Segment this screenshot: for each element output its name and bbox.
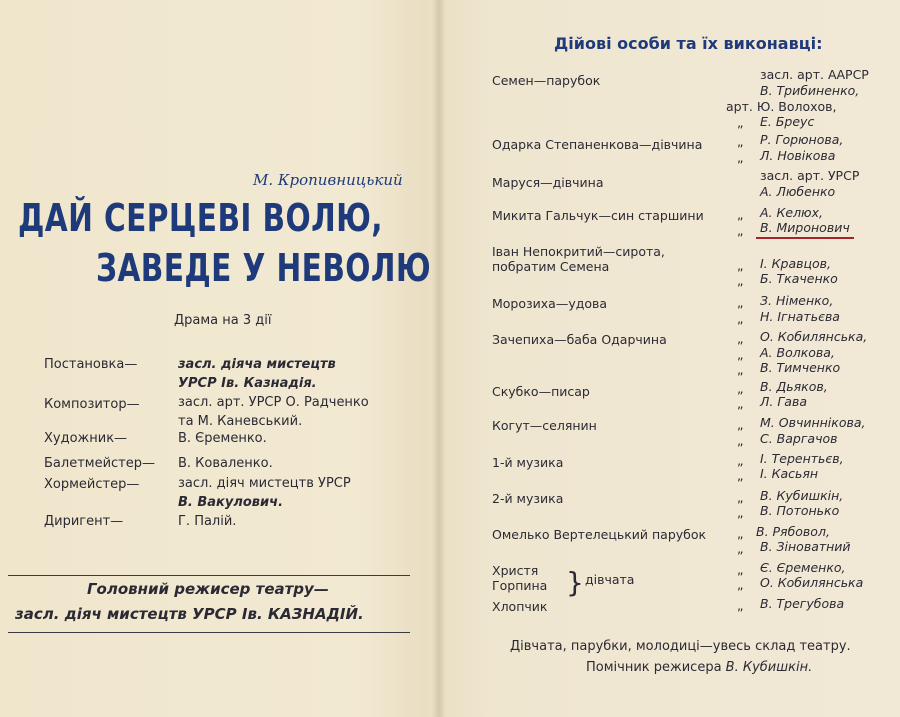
crew-role-ballet: Балетмейстер— <box>44 456 155 471</box>
cast-actor-musician2-1: В. Кубишкін, <box>760 488 844 503</box>
cast-actor-marusia-2: А. Любенко <box>760 184 836 199</box>
divider-top <box>8 575 410 576</box>
cast-role-mykyta: Микита Гальчук—син старшини <box>492 208 704 223</box>
cast-role-musician1: 1-й музика <box>492 455 564 470</box>
crew-value-conductor: Г. Палій. <box>178 514 237 529</box>
ditto-mark: „ <box>737 396 744 411</box>
cast-role-ivan: Іван Непокритий—сирота, <box>492 244 665 259</box>
cast-actor-morozykha-2: Н. Ігнатьєва <box>760 309 840 324</box>
cast-role-group: дівчата <box>585 572 635 587</box>
cast-role-khrystia: Христя <box>492 563 539 578</box>
ditto-mark: „ <box>737 417 744 432</box>
cast-actor-musician1-2: І. Касьян <box>760 466 819 481</box>
ditto-mark: „ <box>737 311 744 326</box>
cast-actor-morozykha-1: З. Німенко, <box>760 293 834 308</box>
crew-value-composer: засл. арт. УРСР О. Радченко та М. Каневський. <box>178 395 369 429</box>
cast-actor-omelko-2: В. Зіноватний <box>760 539 851 554</box>
cast-role-odarka: Одарка Степаненкова—дівчина <box>492 137 703 152</box>
cast-actor-skubko-1: В. Дьяков, <box>760 379 828 394</box>
ditto-mark: „ <box>737 207 744 222</box>
brace-symbol: } <box>566 566 584 599</box>
cast-role-omelko: Омелько Вертелецький парубок <box>492 527 707 542</box>
cast-actor-omelko-1: В. Рябовол, <box>756 524 830 539</box>
ditto-mark: „ <box>737 577 744 592</box>
author-name: М. Кропивницький <box>253 171 403 189</box>
cast-actor-musician1-1: І. Терентьєв, <box>760 451 844 466</box>
footer-assistant: Помічник режисера В. Кубишкін. <box>586 660 813 675</box>
ditto-mark: „ <box>737 468 744 483</box>
crew-value-artist: В. Єременко. <box>178 431 267 446</box>
ditto-mark: „ <box>737 541 744 556</box>
cast-actor-boy-1: В. Трегубова <box>760 596 845 611</box>
cast-role-horpyna: Горпина <box>492 578 548 593</box>
divider-bottom <box>8 632 410 633</box>
crew-role-composer: Композитор— <box>44 397 140 412</box>
director-title: Головний режисер театру— <box>87 580 329 598</box>
ditto-mark: „ <box>737 453 744 468</box>
ditto-mark: „ <box>737 505 744 520</box>
crew-role-artist: Художник— <box>44 431 128 446</box>
cast-role-boy: Хлопчик <box>492 599 548 614</box>
cast-actor-semen-4: Е. Бреус <box>760 114 815 129</box>
ditto-mark: „ <box>737 223 744 238</box>
play-genre: Драма на 3 дії <box>174 313 272 328</box>
cast-actor-ivan-2: Б. Ткаченко <box>760 271 838 286</box>
cast-actor-zachepykha-3: В. Тимченко <box>760 360 841 375</box>
cast-actor-odarka-2: Л. Новікова <box>760 148 836 163</box>
cast-heading: Дійові особи та їх виконавці: <box>554 34 823 53</box>
page-fold <box>432 0 446 717</box>
crew-value-ballet: В. Коваленко. <box>178 456 273 471</box>
ditto-mark: „ <box>737 273 744 288</box>
ditto-mark: „ <box>737 295 744 310</box>
ditto-mark: „ <box>737 562 744 577</box>
cast-role-marusia: Маруся—дівчина <box>492 175 604 190</box>
cast-role-zachepykha: Зачепиха—баба Одарчина <box>492 332 667 347</box>
cast-actor-mykyta-1: А. Келюх, <box>760 205 823 220</box>
ditto-mark: „ <box>737 258 744 273</box>
cast-actor-ivan-1: І. Кравцов, <box>760 256 831 271</box>
ditto-mark: „ <box>737 490 744 505</box>
crew-value-staging: засл. діяча мистецтв УРСР Ів. Казнадія. <box>178 357 336 391</box>
crew-value-choir: засл. діяч мистецтв УРСР В. Вакулович. <box>178 476 351 510</box>
cast-actor-semen-1: засл. арт. ААРСР <box>760 67 869 82</box>
cast-role-ivan-2: побратим Семена <box>492 259 610 274</box>
cast-role-kohut: Когут—селянин <box>492 418 597 433</box>
cast-actor-zachepykha-2: А. Волкова, <box>760 345 835 360</box>
cast-actor-mykyta-2: В. Миронович <box>756 220 854 239</box>
ditto-mark: „ <box>737 381 744 396</box>
director-name: засл. діяч мистецтв УРСР Ів. КАЗНАДІЙ. <box>15 605 364 623</box>
cast-actor-marusia-1: засл. арт. УРСР <box>760 168 860 183</box>
cast-role-morozykha: Морозиха—удова <box>492 296 608 311</box>
cast-actor-khrystia-2: О. Кобилянська <box>760 575 864 590</box>
cast-actor-skubko-2: Л. Гава <box>760 394 807 409</box>
cast-actor-khrystia-1: Є. Єременко, <box>760 560 846 575</box>
ditto-mark: „ <box>737 331 744 346</box>
cast-actor-semen-3: арт. Ю. Волохов, <box>726 99 837 114</box>
cast-actor-semen-2: В. Трибиненко, <box>760 83 860 98</box>
play-title-line1: ДАЙ СЕРЦЕВІ ВОЛЮ, <box>18 196 383 240</box>
ditto-mark: „ <box>737 115 744 130</box>
cast-actor-musician2-2: В. Потонько <box>760 503 840 518</box>
cast-actor-kohut-1: М. Овчиннікова, <box>760 415 866 430</box>
ditto-mark: „ <box>737 347 744 362</box>
crew-role-conductor: Диригент— <box>44 514 124 529</box>
cast-role-semen: Семен—парубок <box>492 73 601 88</box>
ditto-mark: „ <box>737 433 744 448</box>
footer-ensemble: Дівчата, парубки, молодиці—увесь склад театру. <box>510 639 851 654</box>
play-title-line2: ЗАВЕДЕ У НЕВОЛЮ <box>96 246 432 290</box>
cast-actor-zachepykha-1: О. Кобилянська, <box>760 329 868 344</box>
ditto-mark: „ <box>737 150 744 165</box>
cast-role-musician2: 2-й музика <box>492 491 564 506</box>
ditto-mark: „ <box>737 134 744 149</box>
cast-actor-odarka-1: Р. Горюнова, <box>760 132 844 147</box>
ditto-mark: „ <box>737 526 744 541</box>
cast-actor-kohut-2: С. Варгачов <box>760 431 838 446</box>
ditto-mark: „ <box>737 598 744 613</box>
crew-role-staging: Постановка— <box>44 357 138 372</box>
cast-role-skubko: Скубко—писар <box>492 384 590 399</box>
crew-role-choir: Хормейстер— <box>44 477 140 492</box>
ditto-mark: „ <box>737 362 744 377</box>
